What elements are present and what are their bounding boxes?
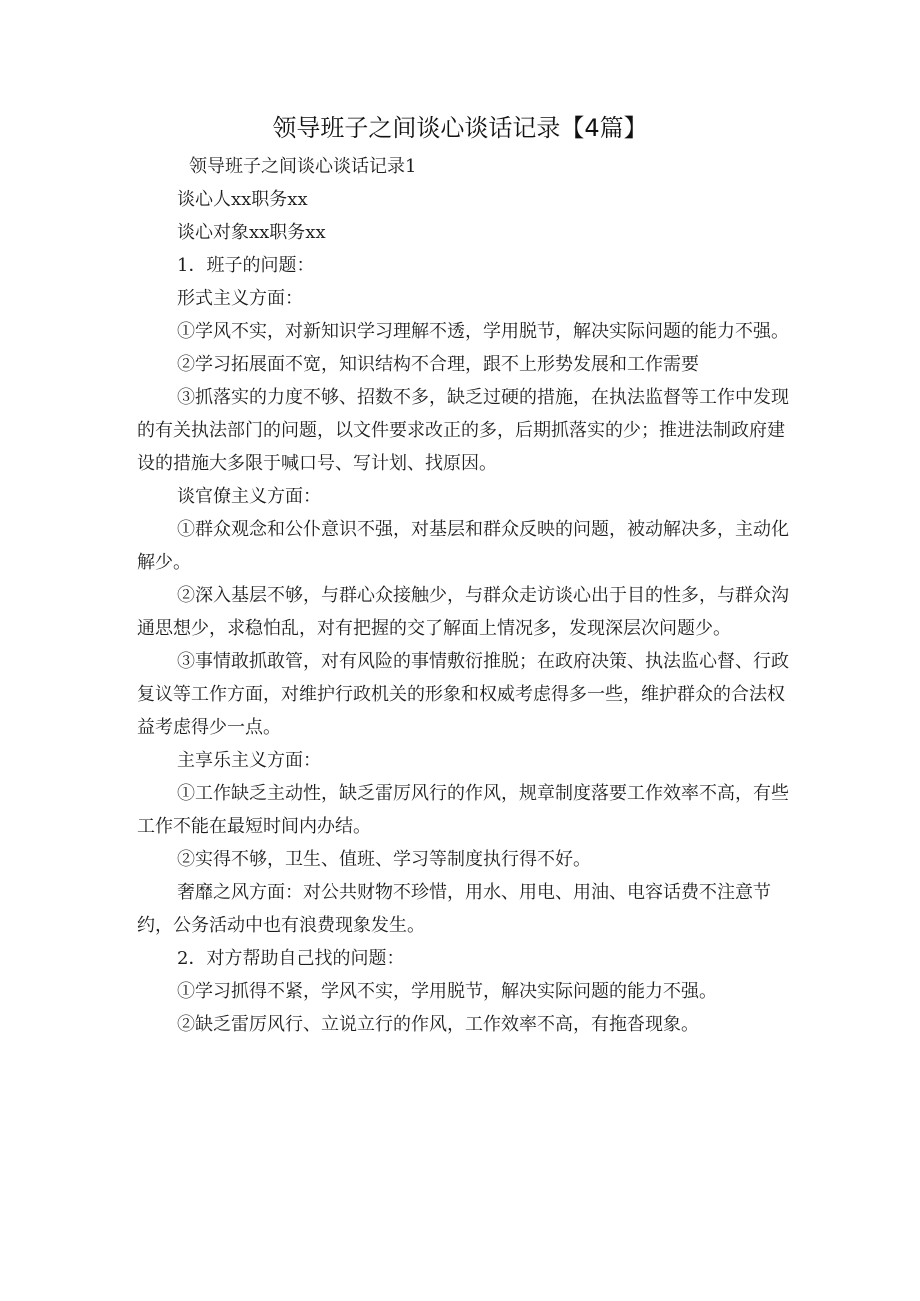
- paragraph: 谈心对象xx职务xx: [177, 222, 326, 243]
- paragraph: 谈心人xx职务xx: [177, 189, 308, 210]
- numbered-heading: 2．对方帮助自己找的问题：: [177, 948, 405, 969]
- paragraph: 谈官僚主义方面：: [177, 486, 321, 507]
- paragraph: ②学习拓展面不宽，知识结构不合理，跟不上形势发展和工作需要: [177, 354, 699, 375]
- document-body: [137, 150, 797, 1041]
- paragraph: ①工作缺乏主动性，缺乏雷厉风行的作风，规章制度落要工作效率不高，有些工作不能在最短时间内办结。: [137, 783, 789, 837]
- paragraph: ①学习抓得不紧，学风不实，学用脱节，解决实际问题的能力不强。: [177, 981, 717, 1002]
- paragraph: 主享乐主义方面：: [177, 750, 321, 771]
- numbered-heading: 1．班子的问题：: [177, 255, 315, 276]
- paragraph: 形式主义方面：: [177, 288, 303, 309]
- document-title: 领导班子之间谈心谈话记录【4篇】: [272, 114, 648, 142]
- paragraph: ②实得不够，卫生、值班、学习等制度执行得不好。: [177, 849, 591, 870]
- paragraph: ②深入基层不够，与群心众接触少，与群众走访谈心出于目的性多，与群众沟通思想少，求稳怕乱，对有把握的交了解面上情况多，发现深层次问题少。: [137, 585, 789, 639]
- paragraph: ③抓落实的力度不够、招数不多，缺乏过硬的措施，在执法监督等工作中发现的有关执法部门的问题，以文件要求改正的多，后期抓落实的少；推进法制政府建设的措施大多限于喊口号、写计划、找原因。: [137, 387, 789, 474]
- section-heading: 领导班子之间谈心谈话记录1: [189, 156, 417, 177]
- paragraph: ①群众观念和公仆意识不强，对基层和群众反映的问题，被动解决多，主动化解少。: [137, 519, 789, 573]
- paragraph: ②缺乏雷厉风行、立说立行的作风，工作效率不高，有拖沓现象。: [177, 1014, 699, 1035]
- paragraph: ①学风不实，对新知识学习理解不透，学用脱节，解决实际问题的能力不强。: [177, 321, 789, 342]
- paragraph: 奢靡之风方面：对公共财物不珍惜，用水、用电、用油、电容话费不注意节约，公务活动中也有浪费现象发生。: [137, 882, 771, 936]
- paragraph: ③事情敢抓敢管，对有风险的事情敷衍推脱；在政府决策、执法监心督、行政复议等工作方面，对维护行政机关的形象和权威考虑得多一些，维护群众的合法权益考虑得少一点。: [137, 651, 789, 738]
